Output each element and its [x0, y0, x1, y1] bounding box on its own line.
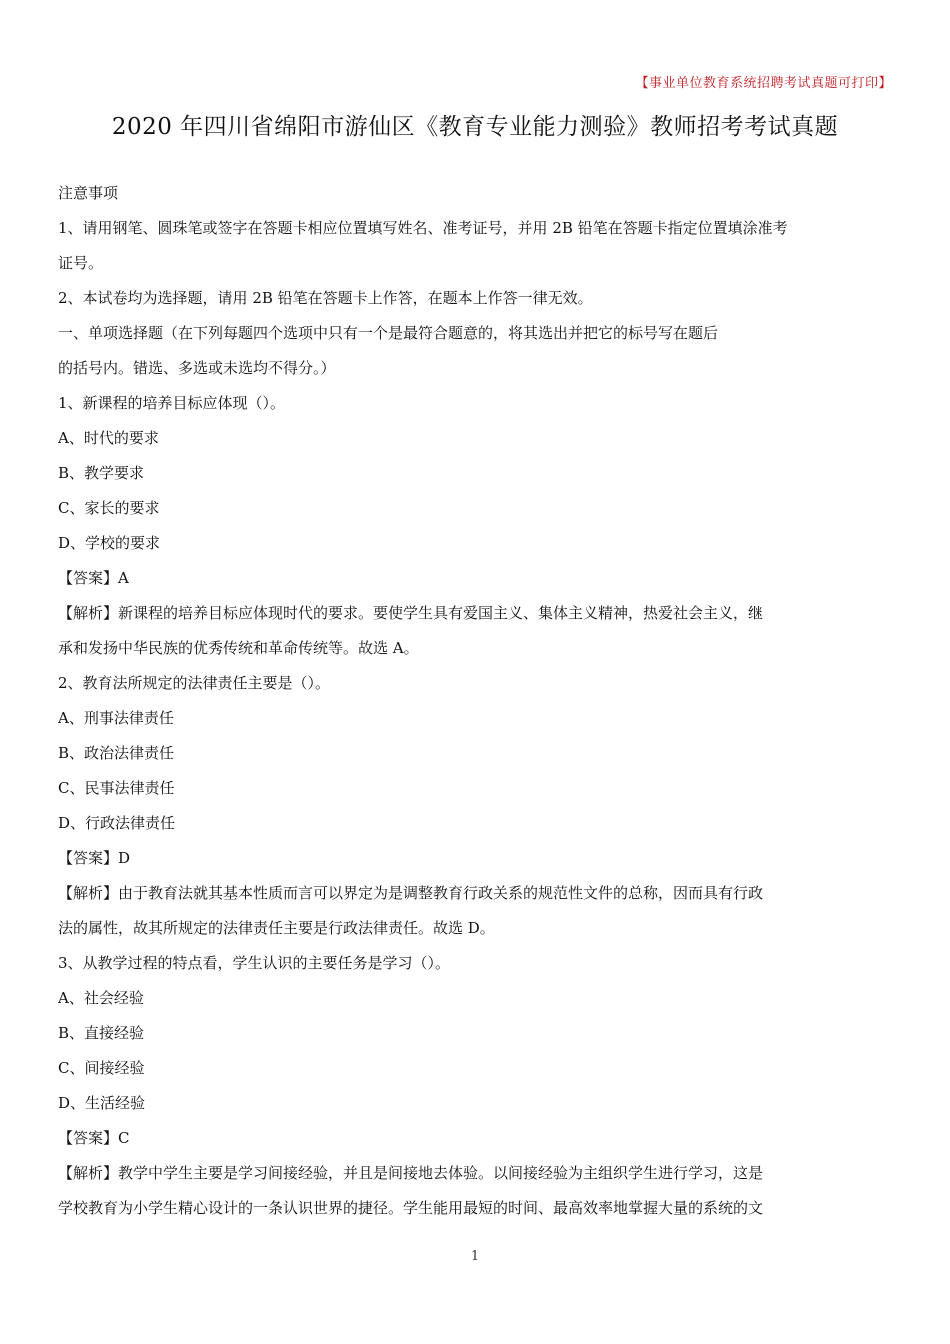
notice-item-1-cont: 证号。	[58, 254, 104, 272]
question-3-answer: 【答案】C	[58, 1129, 130, 1147]
question-3-option-d: D、生活经验	[58, 1094, 146, 1112]
header-note: 【事业单位教育系统招聘考试真题可打印】	[635, 76, 892, 91]
question-3-analysis-cont: 学校教育为小学生精心设计的一条认识世界的捷径。学生能用最短的时间、最高效率地掌握大量的系统的文	[58, 1199, 764, 1217]
question-3-option-a: A、社会经验	[58, 989, 144, 1007]
document-title: 2020 年四川省绵阳市游仙区《教育专业能力测验》教师招考考试真题	[111, 114, 839, 140]
question-1-option-c: C、家长的要求	[58, 499, 160, 517]
question-3-analysis: 【解析】教学中学生主要是学习间接经验，并且是间接地去体验。以间接经验为主组织学生进行学习，这是	[58, 1164, 764, 1182]
section-heading: 一、单项选择题（在下列每题四个选项中只有一个是最符合题意的，将其选出并把它的标号写在题后	[58, 324, 719, 342]
question-1-answer: 【答案】A	[58, 569, 129, 587]
document-body	[58, 176, 894, 1226]
question-2-analysis-cont: 法的属性，故其所规定的法律责任主要是行政法律责任。故选 D。	[58, 919, 495, 937]
question-1-option-d: D、学校的要求	[58, 534, 161, 552]
question-1-analysis-cont: 承和发扬中华民族的优秀传统和革命传统等。故选 A。	[58, 639, 419, 657]
question-3-stem: 3、从教学过程的特点看，学生认识的主要任务是学习（）。	[58, 954, 451, 972]
question-2-stem: 2、教育法所规定的法律责任主要是（）。	[58, 674, 331, 692]
notice-item-2: 2、本试卷均为选择题，请用 2B 铅笔在答题卡上作答，在题本上作答一律无效。	[58, 289, 593, 307]
question-1-option-b: B、教学要求	[58, 464, 145, 482]
question-2-option-d: D、行政法律责任	[58, 814, 176, 832]
section-heading-cont: 的括号内。错选、多选或未选均不得分。）	[58, 359, 336, 377]
notice-heading: 注意事项	[58, 184, 119, 202]
question-2-option-c: C、民事法律责任	[58, 779, 175, 797]
question-2-answer: 【答案】D	[58, 849, 131, 867]
question-1-stem: 1、新课程的培养目标应体现（）。	[58, 394, 286, 412]
question-3-option-c: C、间接经验	[58, 1059, 145, 1077]
page-number: 1	[470, 1249, 480, 1264]
question-2-option-a: A、刑事法律责任	[58, 709, 174, 727]
question-1-analysis: 【解析】新课程的培养目标应体现时代的要求。要使学生具有爱国主义、集体主义精神，热爱社会主义，继	[58, 604, 764, 622]
question-2-option-b: B、政治法律责任	[58, 744, 175, 762]
question-1-option-a: A、时代的要求	[58, 429, 159, 447]
question-2-analysis: 【解析】由于教育法就其基本性质而言可以界定为是调整教育行政关系的规范性文件的总称，因而具有行政	[58, 884, 764, 902]
notice-item-1: 1、请用钢笔、圆珠笔或签字在答题卡相应位置填写姓名、准考证号，并用 2B 铅笔在答题卡指定位置填涂准考	[58, 219, 788, 237]
question-3-option-b: B、直接经验	[58, 1024, 145, 1042]
